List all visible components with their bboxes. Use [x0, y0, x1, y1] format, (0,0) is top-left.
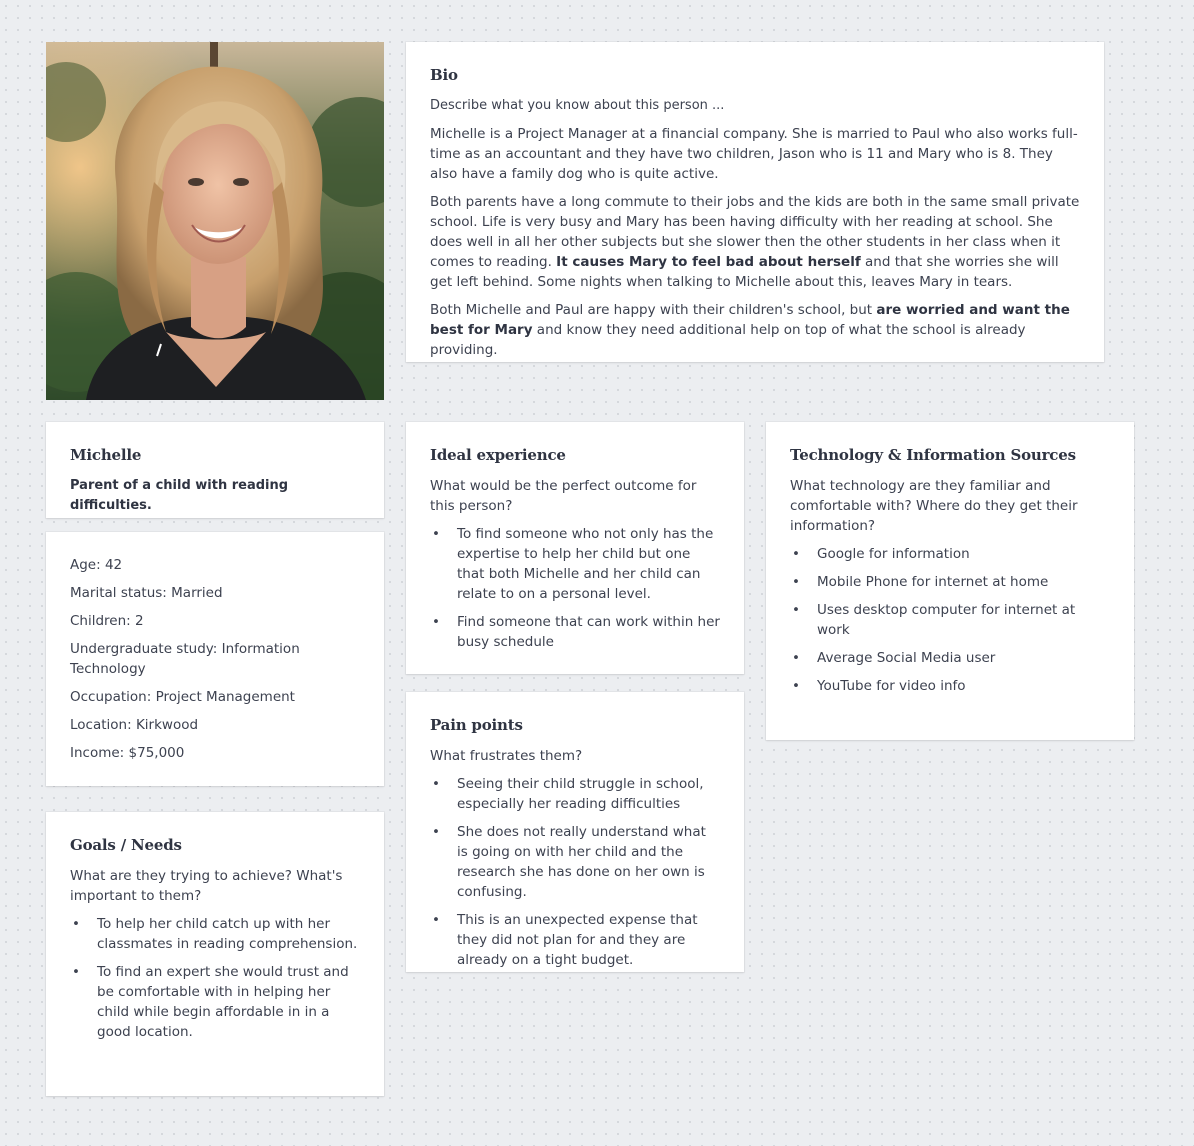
- bullet-icon: •: [792, 574, 800, 590]
- bio-paragraph-1: Michelle is a Project Manager at a financial company. She is married to Paul who also works full-time as an accountant and they have two children, Jason who is 11 and Mary who is 8. They also have a family dog who is quite active.: [430, 126, 1078, 182]
- stat-location: Location: Kirkwood: [70, 717, 199, 733]
- bio-prompt: Describe what you know about this person ...: [430, 98, 725, 113]
- bio-paragraph-3: Both Michelle and Paul are happy with their children's school, but are worried and want the best for Mary and know they need additional help on top of what the school is already providing.: [430, 302, 1070, 358]
- persona-name-card: [46, 422, 384, 518]
- pain-points-title: Pain points: [430, 716, 523, 734]
- technology-prompt: What technology are they familiar and comfortable with? Where do they get their information?: [790, 478, 1078, 534]
- goals-prompt: What are they trying to achieve? What's important to them?: [70, 868, 343, 904]
- bullet-icon: •: [792, 678, 800, 694]
- goals-list: [70, 914, 360, 1042]
- demographics-card: [46, 532, 384, 786]
- bullet-icon: •: [72, 964, 80, 980]
- stat-occupation: Occupation: Project Management: [70, 689, 295, 705]
- persona-photo: [46, 42, 384, 400]
- persona-name: Michelle: [70, 446, 142, 464]
- pain-points-card: [406, 692, 744, 972]
- list-item: • This is an unexpected expense that they did not plan for and they are already on a tight budget.: [432, 912, 698, 968]
- goals-card: [46, 812, 384, 1096]
- pain-points-prompt: What frustrates them?: [430, 748, 583, 764]
- bullet-icon: •: [432, 776, 440, 792]
- stat-children: Children: 2: [70, 613, 144, 629]
- list-item: • Find someone that can work within her busy schedule: [432, 614, 720, 650]
- ideal-experience-list: [430, 524, 720, 652]
- list-item: • To find someone who not only has the expertise to help her child but one that both Michelle and her child can relate to on a personal level.: [432, 526, 714, 602]
- bio-card: [406, 42, 1104, 362]
- bio-paragraph-2: Both parents have a long commute to their jobs and the kids are both in the same small private school. Life is very busy and Mary has been having difficulty with her reading at school. She does well in all her other subjects but she slower then the other students in her class when it comes to reading. It causes Mary to feel bad about herself and that she worries she will get left behind. Some nights when talking to Michelle about this, leaves Mary in tears.: [430, 194, 1080, 290]
- bullet-icon: •: [792, 602, 800, 618]
- technology-list: [790, 544, 1110, 696]
- list-item: • Google for information: [792, 546, 970, 562]
- technology-title: Technology & Information Sources: [790, 446, 1076, 464]
- stat-age: Age: 42: [70, 557, 123, 573]
- bullet-icon: •: [432, 824, 440, 840]
- pain-points-list: [430, 774, 720, 970]
- list-item: • Mobile Phone for internet at home: [792, 574, 1049, 590]
- goals-title: Goals / Needs: [70, 836, 182, 854]
- ideal-experience-card: [406, 422, 744, 674]
- bullet-icon: •: [72, 916, 80, 932]
- list-item: • YouTube for video info: [792, 678, 966, 694]
- bullet-icon: •: [432, 614, 440, 630]
- list-item: • To help her child catch up with her classmates in reading comprehension.: [72, 916, 358, 952]
- bio-title: Bio: [430, 66, 458, 84]
- persona-tagline: Parent of a child with reading difficulties.: [70, 478, 289, 513]
- list-item: • Uses desktop computer for internet at work: [792, 602, 1076, 638]
- ideal-experience-prompt: What would be the perfect outcome for this person?: [430, 478, 697, 514]
- technology-card: [766, 422, 1134, 740]
- bullet-icon: •: [432, 526, 440, 542]
- list-item: • She does not really understand what is going on with her child and the research she has done on her own is confusing.: [432, 824, 706, 900]
- stat-undergraduate-study: Undergraduate study: Information Technology: [70, 641, 300, 677]
- list-item: • Average Social Media user: [792, 650, 996, 666]
- list-item: • Seeing their child struggle in school, especially her reading difficulties: [432, 776, 704, 812]
- stat-marital-status: Marital status: Married: [70, 585, 223, 601]
- bullet-icon: •: [792, 650, 800, 666]
- bullet-icon: •: [792, 546, 800, 562]
- stat-income: Income: $75,000: [70, 745, 185, 761]
- list-item: • To find an expert she would trust and be comfortable with in helping her child while begin affordable in in a good location.: [72, 964, 349, 1040]
- ideal-experience-title: Ideal experience: [430, 446, 566, 464]
- bullet-icon: •: [432, 912, 440, 928]
